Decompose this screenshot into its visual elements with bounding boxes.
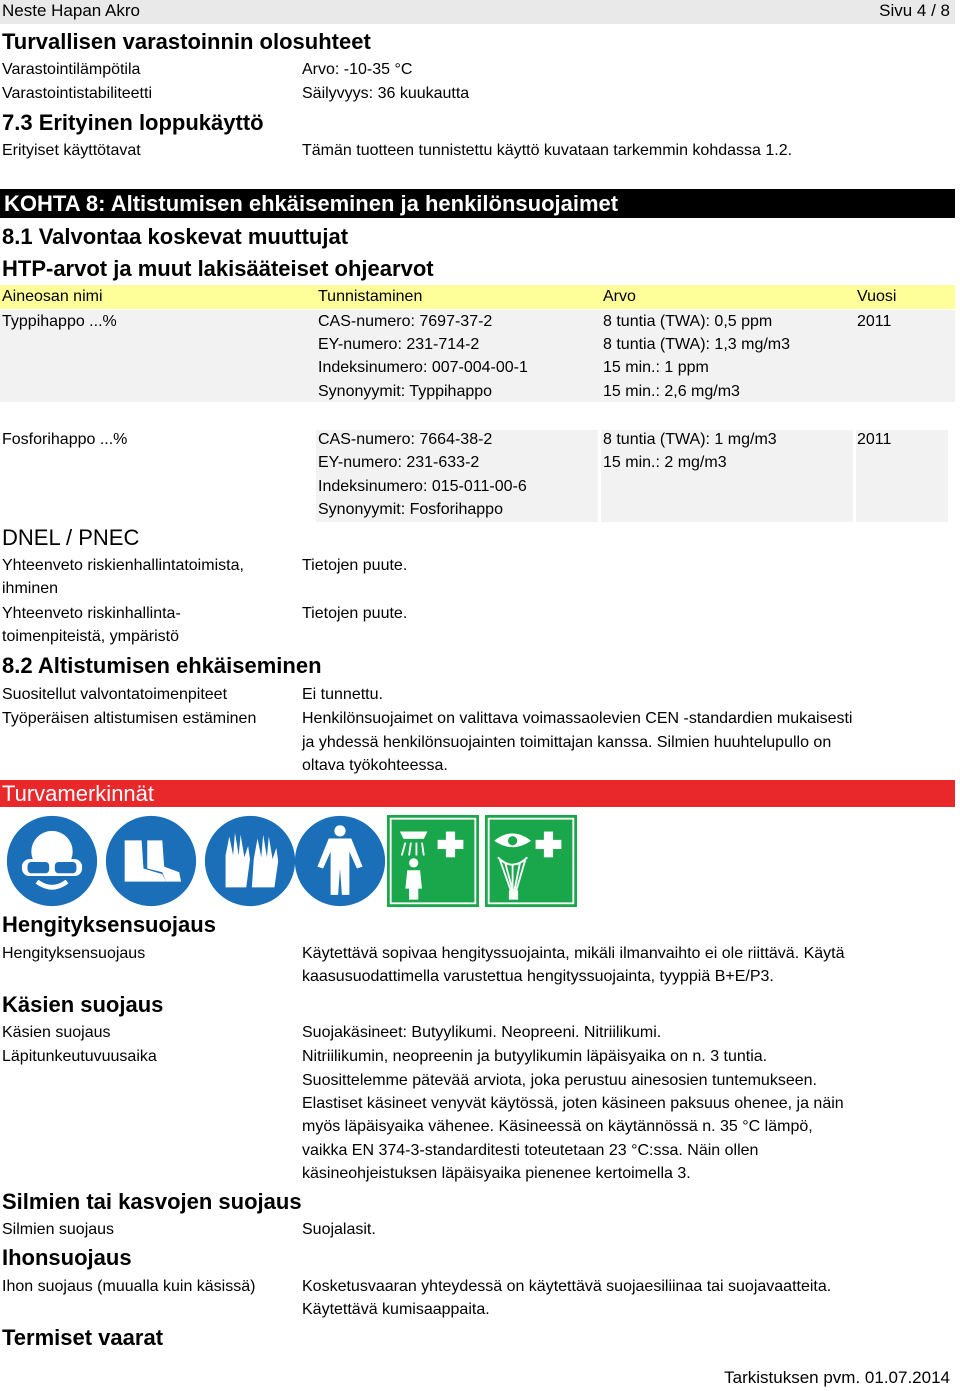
row2-name: Fosforihappo ...% bbox=[2, 431, 128, 448]
section8-sub2: HTP-arvot ja muut lakisääteiset ohjearvot bbox=[2, 256, 434, 281]
row1-id-0: CAS-numero: 7697-37-2 bbox=[318, 313, 493, 330]
row2-val-0: 8 tuntia (TWA): 1 mg/m3 bbox=[603, 431, 777, 448]
boots-icon bbox=[104, 814, 198, 908]
breakthrough-value-1: Suosittelemme pätevää arviota, joka perustuu ainesosien tuntemukseen. bbox=[302, 1072, 817, 1089]
end-use-heading: 7.3 Erityinen loppukäyttö bbox=[2, 110, 264, 135]
row2-id-0: CAS-numero: 7664-38-2 bbox=[318, 431, 493, 448]
section8-title: KOHTA 8: Altistumisen ehkäiseminen ja henkilönsuojaimet bbox=[4, 191, 619, 216]
end-use-value: Tämän tuotteen tunnistettu käyttö kuvataan tarkemmin kohdassa 1.2. bbox=[302, 142, 793, 159]
row1-val-3: 15 min.: 2,6 mg/m3 bbox=[603, 383, 740, 400]
respiratory-value-1: kaasusuodattimella varustettua hengityssuojainta, tyyppiä B+E/P3. bbox=[302, 968, 774, 985]
revision-date: Tarkistuksen pvm. 01.07.2014 bbox=[724, 1368, 950, 1387]
storage-temp-label: Varastointilämpötila bbox=[2, 61, 141, 78]
safety-shower-icon bbox=[387, 814, 479, 908]
dnel-row2-label-0: Yhteenveto riskinhallinta- bbox=[2, 605, 181, 622]
dnel-row1-value: Tietojen puute. bbox=[302, 557, 408, 574]
col-header-value: Arvo bbox=[603, 288, 636, 305]
breakthrough-value-0: Nitriilikumin, neopreenin ja butyylikumin läpäisyaika on n. 3 tuntia. bbox=[302, 1048, 768, 1065]
skin-label: Ihon suojaus (muualla kuin käsissä) bbox=[2, 1278, 256, 1295]
row2-id-2: Indeksinumero: 015-011-00-6 bbox=[318, 478, 527, 495]
hands-label: Käsien suojaus bbox=[2, 1024, 111, 1041]
exposure-row2-value-1: ja yhdessä henkilönsuojainten toimittajan kanssa. Silmien huuhtelupullo on bbox=[302, 734, 832, 751]
row1-val-0: 8 tuntia (TWA): 0,5 ppm bbox=[603, 313, 773, 330]
exposure-row2-value-2: oltava työkohteessa. bbox=[302, 757, 448, 774]
eyes-value: Suojalasit. bbox=[302, 1221, 376, 1238]
respiratory-value-0: Käytettävä sopivaa hengityssuojainta, mikäli ilmanvaihto ei ole riittävä. Käytä bbox=[302, 945, 845, 962]
eyewash-icon bbox=[485, 814, 577, 908]
breakthrough-value-4: vaikka EN 374-3-standarditesti toteutetaan 23 °C:ssa. Näin ollen bbox=[302, 1142, 759, 1159]
eyes-heading: Silmien tai kasvojen suojaus bbox=[2, 1189, 302, 1214]
dnel-row1-label-0: Yhteenveto riskienhallintatoimista, bbox=[2, 557, 244, 574]
page-header bbox=[0, 0, 955, 24]
breakthrough-value-3: myös läpäisyaika vähenee. Käsineessä on käytännössä n. 35 °C lämpö, bbox=[302, 1118, 813, 1135]
breakthrough-value-2: Elastiset käsineet venyvät käytössä, joten käsineen paksuus ohenee, ja näin bbox=[302, 1095, 844, 1112]
row1-id-2: Indeksinumero: 007-004-00-1 bbox=[318, 359, 528, 376]
skin-value-0: Kosketusvaaran yhteydessä on käytettävä suojaesiliinaa tai suojavaatteita. bbox=[302, 1278, 832, 1295]
storage-temp-value: Arvo: -10-35 °C bbox=[302, 61, 413, 78]
exposure-row1-label: Suositellut valvontatoimenpiteet bbox=[2, 686, 228, 703]
coverall-icon bbox=[293, 814, 387, 908]
exposure-heading: 8.2 Altistumisen ehkäiseminen bbox=[2, 653, 322, 678]
end-use-label: Erityiset käyttötavat bbox=[2, 142, 141, 159]
thermal-heading: Termiset vaarat bbox=[2, 1325, 164, 1350]
row2-id-3: Synonyymit: Fosforihappo bbox=[318, 501, 503, 518]
respiratory-label: Hengityksensuojaus bbox=[2, 945, 146, 962]
col-header-year: Vuosi bbox=[857, 288, 897, 305]
skin-value-1: Käytettävä kumisaappaita. bbox=[302, 1301, 490, 1318]
breakthrough-label: Läpitunkeutuvuusaika bbox=[2, 1048, 157, 1065]
gloves-icon bbox=[203, 814, 297, 908]
col-header-name: Aineosan nimi bbox=[2, 288, 103, 305]
table-header bbox=[0, 285, 955, 309]
row1-val-2: 15 min.: 1 ppm bbox=[603, 359, 709, 376]
hands-value: Suojakäsineet: Butyylikumi. Neopreeni. Nitriilikumi. bbox=[302, 1024, 662, 1041]
row1-id-1: EY-numero: 231-714-2 bbox=[318, 336, 480, 353]
row1-name: Typpihappo ...% bbox=[2, 313, 117, 330]
eyes-label: Silmien suojaus bbox=[2, 1221, 115, 1238]
page-number: Sivu 4 / 8 bbox=[879, 1, 950, 20]
hands-heading: Käsien suojaus bbox=[2, 992, 164, 1017]
dnel-row2-label-1: toimenpiteistä, ympäristö bbox=[2, 628, 179, 645]
storage-stability-value: Säilyvyys: 36 kuukautta bbox=[302, 85, 470, 102]
skin-heading: Ihonsuojaus bbox=[2, 1245, 132, 1270]
company-name: Neste Hapan Akro bbox=[2, 1, 140, 20]
row1-val-1: 8 tuntia (TWA): 1,3 mg/m3 bbox=[603, 336, 791, 353]
row2-val-1: 15 min.: 2 mg/m3 bbox=[603, 454, 727, 471]
exposure-row2-value-0: Henkilönsuojaimet on valittava voimassaolevien CEN -standardien mukaisesti bbox=[302, 710, 853, 727]
row2-year: 2011 bbox=[857, 431, 892, 448]
respiratory-heading: Hengityksensuojaus bbox=[2, 912, 216, 937]
storage-heading: Turvallisen varastoinnin olosuhteet bbox=[2, 29, 371, 54]
dnel-row1-label-1: ihminen bbox=[2, 580, 59, 597]
row1-id-3: Synonyymit: Typpihappo bbox=[318, 383, 493, 400]
row1-year: 2011 bbox=[857, 313, 892, 330]
section8-sub1: 8.1 Valvontaa koskevat muuttujat bbox=[2, 224, 349, 249]
goggles-icon bbox=[5, 814, 99, 908]
storage-stability-label: Varastointistabiliteetti bbox=[2, 85, 152, 102]
col-header-id: Tunnistaminen bbox=[318, 288, 423, 305]
dnel-row2-value: Tietojen puute. bbox=[302, 605, 408, 622]
dnel-heading: DNEL / PNEC bbox=[2, 525, 140, 550]
exposure-row2-label: Työperäisen altistumisen estäminen bbox=[2, 710, 257, 727]
safety-signs-title: Turvamerkinnät bbox=[2, 781, 155, 806]
exposure-row1-value: Ei tunnettu. bbox=[302, 686, 383, 703]
breakthrough-value-5: käsineohjeistuksen läpäisyaika pienenee kertoimella 3. bbox=[302, 1165, 691, 1182]
row2-id-1: EY-numero: 231-633-2 bbox=[318, 454, 480, 471]
